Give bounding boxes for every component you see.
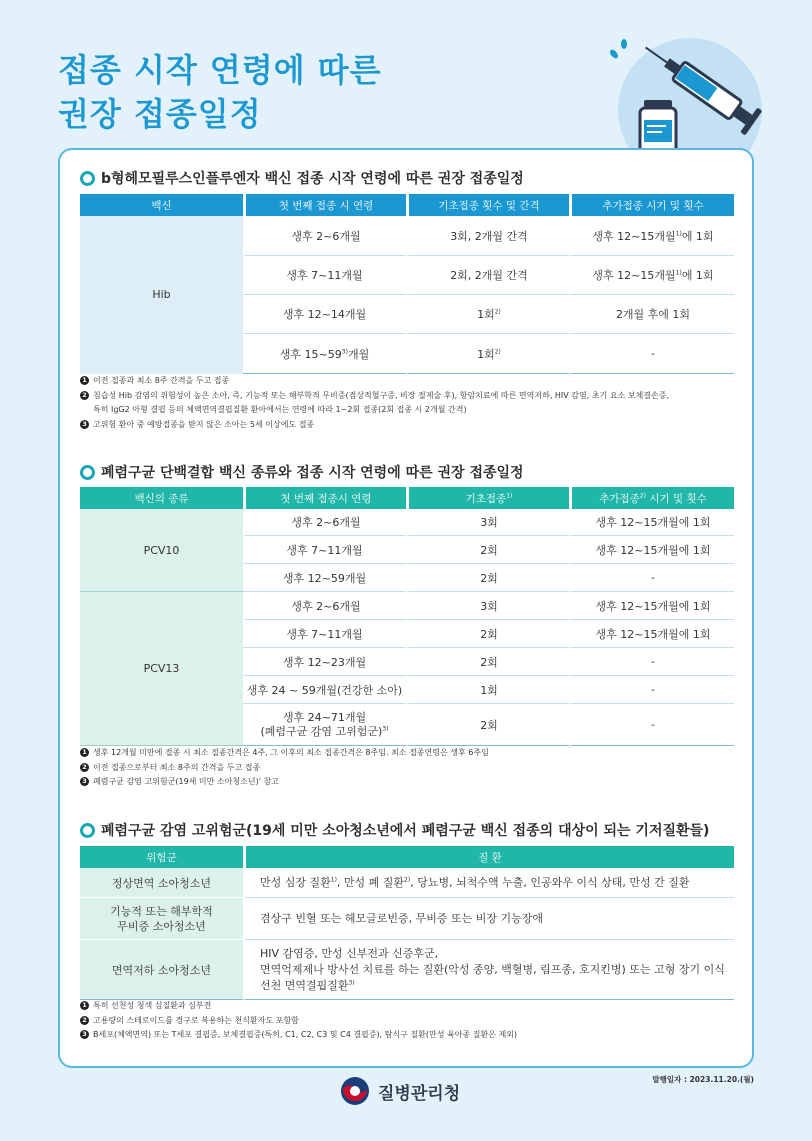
table-row [80,868,734,898]
footnote-continued: 특히 IgG2 아형 결핍 등의 체액면역결핍질환 환아에서는 연령에 따라 1~2회 접종(2회 접종 시 2개월 간격) [93,405,467,414]
booster-cell: 생후 12~15개월에 1회 [569,536,734,564]
booster-cell: - [569,676,734,704]
agency-logo [340,1076,460,1106]
table-row [80,592,734,620]
col-header-first-dose-age: 첫 번째 접종시 연령 [243,487,406,509]
disease-cell: 만성 심장 질환$^{1)}$, 만성 폐 질환$^{2)}$, 당뇨병, 뇌척수액 누출, 인공와우 이식 상태, 만성 간 질환 [243,868,734,898]
pcv-section-title [80,462,524,482]
hib-footnotes [80,374,740,432]
page-title-line2: 권장 접종일정 [58,95,262,133]
pcv-footnotes [80,746,740,790]
page-title [58,48,382,136]
age-cell: 생후 24 ~ 59개월(건강한 소아) [243,676,406,704]
basic-dose-cell: 2회 [406,704,569,746]
basic-dose-cell: 3회 [406,509,569,536]
vial-icon [640,100,676,152]
footnote: 3 폐렴구균 감염 고위험군(19세 미만 소아청소년)' 참고 [80,775,740,790]
booster-cell: - [569,648,734,676]
basic-dose-cell: 2회 [406,564,569,592]
col-header-booster: 추가접종 시기 및 횟수 [569,194,734,216]
risk-group-cell: 기능적 또는 해부학적 무비증 소아청소년 [80,898,243,940]
risk-footnotes [80,999,740,1043]
syringe-vial-illustration [600,30,780,160]
footnote: 2 이전 접종으로부터 최소 8주의 간격을 두고 접종 [80,761,740,776]
booster-cell: 생후 12~15개월에 1회 [569,620,734,648]
table-row [80,940,734,1000]
age-cell: 생후 2~6개월 [243,592,406,620]
risk-heading: 폐렴구균 감염 고위험군(19세 미만 소아청소년에서 폐렴구균 백신 접종의 대상이 되는 기저질환들) [101,823,710,839]
footnote: 2 고용량의 스테로이드를 경구로 복용하는 천식환자도 포함함 [80,1014,740,1029]
risk-group-table [80,846,734,1000]
col-header-basic-dose: 기초접종 횟수 및 간격 [406,194,569,216]
footnote: 3 고위험 환아 중 예방접종을 받지 않은 소아는 5세 이상에도 접종 [80,418,740,433]
droplet-icon [608,39,627,60]
col-header-vaccine: 백신 [80,194,243,216]
basic-dose-cell: 3회, 2개월 간격 [406,216,569,256]
col-header-disease: 질 환 [243,846,734,868]
booster-cell: 생후 12~15개월에 1회 [569,592,734,620]
vaccine-name-cell: PCV13 [80,592,243,746]
booster-cell: 생후 12~15개월에 1회 [569,509,734,536]
hib-heading: b형헤모필루스인플루엔자 백신 접종 시작 연령에 따른 권장 접종일정 [101,171,524,187]
vaccine-name-cell: PCV10 [80,509,243,592]
basic-dose-cell: 2회, 2개월 간격 [406,256,569,295]
pcv-heading: 폐렴구균 단백결합 백신 종류와 접종 시작 연령에 따른 권장 접종일정 [101,465,524,481]
col-header-booster: 추가접종$^{2)}$ 시기 및 횟수 [569,487,734,509]
basic-dose-cell: 1회$^{2)}$ [406,295,569,334]
age-cell: 생후 12~23개월 [243,648,406,676]
footnote: 3 B세포(체액면역) 또는 T세포 결핍증, 보체결핍증(특히, C1, C2, C3 및 C4 결핍증), 탐식구 질환(만성 육아종 질환은 제외) [80,1028,740,1043]
bullet-circle-icon [80,171,95,186]
footnote: 1 특히 선천성 청색 심질환과 심부전 [80,999,740,1014]
age-cell: 생후 12~14개월 [243,295,406,334]
hib-schedule-table [80,194,734,374]
table-row [80,898,734,940]
hib-section-title [80,168,524,188]
table-header-row [80,846,734,868]
table-header-row [80,487,734,509]
table-row [80,216,734,256]
col-header-first-dose-age: 첫 번째 접종 시 연령 [243,194,406,216]
bullet-circle-icon [80,465,95,480]
age-cell: 생후 2~6개월 [243,509,406,536]
kdca-emblem-icon [340,1076,370,1106]
age-cell: 생후 2~6개월 [243,216,406,256]
disease-cell: 겸상구 빈혈 또는 헤모글로빈증, 무비증 또는 비장 기능장애 [243,898,734,940]
risk-section-title [80,820,709,840]
pcv-schedule-table [80,487,734,746]
col-header-basic-dose: 기초접종$^{1)}$ [406,487,569,509]
booster-cell: - [569,564,734,592]
age-cell: 생후 12~59개월 [243,564,406,592]
col-header-risk-group: 위험군 [80,846,243,868]
age-cell: 생후 7~11개월 [243,620,406,648]
vaccine-name-cell: Hib [80,216,243,374]
risk-group-cell: 면역저하 소아청소년 [80,940,243,1000]
disease-cell: HIV 감염증, 만성 신부전과 신증후군, 면역억제제나 방사선 치료를 하는 질환(악성 종양, 백혈병, 림프종, 호지킨병) 또는 고형 장기 이식 선천 면역결핍질환$^{3)}$ [243,940,734,1000]
age-cell: 생후 7~11개월 [243,256,406,295]
risk-group-cell: 정상면역 소아청소년 [80,868,243,898]
page-title-line1: 접종 시작 연령에 따른 [58,51,382,89]
basic-dose-cell: 2회 [406,648,569,676]
age-cell: 생후 15~59$^{3)}$개월 [243,334,406,374]
bullet-circle-icon [80,823,95,838]
footnote: 1 생후 12개월 미만에 접종 시 최소 접종간격은 4주, 그 이후의 최소 접종간격은 8주임. 최소 접종연령은 생후 6주임 [80,746,740,761]
publication-date: 발행일자 : 2023.11.20.(월) [652,1075,754,1084]
booster-cell: - [569,704,734,746]
booster-cell: 2개월 후에 1회 [569,295,734,334]
age-cell: 생후 7~11개월 [243,536,406,564]
basic-dose-cell: 2회 [406,536,569,564]
table-row [80,509,734,536]
basic-dose-cell: 3회 [406,592,569,620]
booster-cell: 생후 12~15개월$^{1)}$에 1회 [569,256,734,295]
basic-dose-cell: 1회$^{2)}$ [406,334,569,374]
basic-dose-cell: 1회 [406,676,569,704]
age-cell: 생후 24~71개월 (폐렴구균 감염 고위험군)$^{3)}$ [243,704,406,746]
footnote: 1 이전 접종과 최소 8주 간격을 두고 접종 [80,374,740,389]
table-header-row [80,194,734,216]
col-header-vaccine-type: 백신의 종류 [80,487,243,509]
footnote: 2 침습성 Hib 감염의 위험성이 높은 소아, 즉, 기능적 또는 해부학적 무비증(겸상적혈구증, 비장 절제술 후), 항암치료에 따른 면역저하, HIV 감염, 초기 요소 보체결손증, [80,389,740,404]
booster-cell: 생후 12~15개월$^{1)}$에 1회 [569,216,734,256]
basic-dose-cell: 2회 [406,620,569,648]
booster-cell: - [569,334,734,374]
agency-name: 질병관리청 [378,1083,461,1104]
